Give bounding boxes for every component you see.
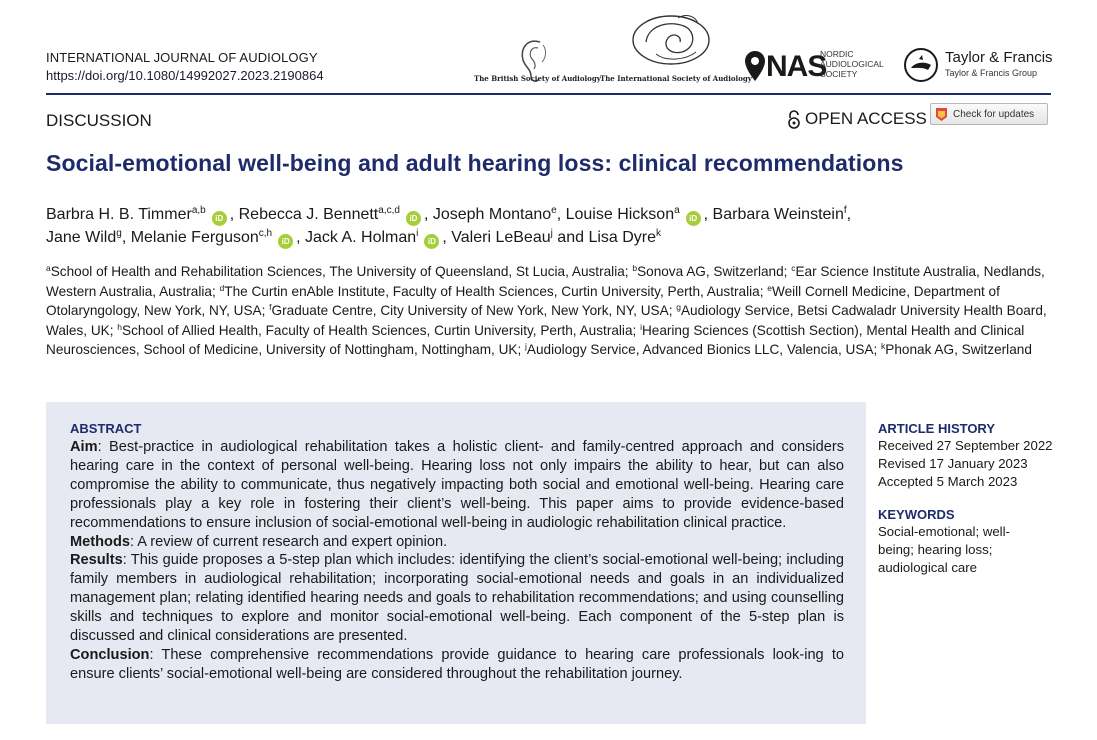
affiliation: $^k$Phonak AG, Switzerland <box>881 341 1032 357</box>
isa-logo <box>600 10 752 90</box>
bsa-caption: The British Society of Audiology <box>474 74 601 83</box>
affiliation: $^g$Audiology Service, Betsi Cadwaladr University Health Board, Wales, UK; <box>46 302 1047 338</box>
keywords <box>878 507 1058 577</box>
journal-name: INTERNATIONAL JOURNAL OF AUDIOLOGY <box>46 50 318 65</box>
abstract-results: Results: This guide proposes a 5-step plan which includes: identifying the client’s social-emotional well-being; including family members in audiological rehabilitation; incorporating social-emotional needs and goals in an individualized management plan; relating identified hearing needs and goals to rehabilitation recommendations; and using counselling skills and techniques to explore and monitor social-emotional well-being. Each component of the 5-step plan is discussed and clinical considerations are presented. <box>70 552 844 645</box>
abstract-methods: Methods: A review of current research and expert opinion. <box>70 533 448 550</box>
header-rule <box>46 93 1051 95</box>
abstract-aim: Aim: Best-practice in audiological rehabilitation takes a holistic client- and family-centred approach and considers hearing care in the context of personal well-being. Hearing loss not only impairs the ability to hear, but can also compromise the ability to communicate, thus negatively impacting both social and emotional well-being. Hearing care professionals play a key role in fostering their client’s well-being. This paper aims to provide evidence-based recommendations to ensure inclusion of social-emotional well-being in audiologic rehabilitation clinical practice. <box>70 439 844 531</box>
affiliation: $^c$Ear Science Institute Australia, Nedlands, Western Australia, Australia; <box>46 263 1045 299</box>
affiliation: $^i$Hearing Sciences (Scottish Section), Mental Health and Clinical Neurosciences, School of Medicine, University of Nottingham, Nottingham, UK; <box>46 321 1025 357</box>
article-title: Social-emotional well-being and adult hearing loss: clinical recommendations <box>46 150 904 176</box>
affiliation: $^d$The Curtin enAble Institute, Faculty of Health Sciences, Curtin University, Perth, Australia; <box>219 282 768 299</box>
author-9: Valeri LeBeau$^j$ <box>451 228 553 246</box>
author-5: Barbara Weinstein$^f$ <box>712 205 847 223</box>
affiliations <box>46 262 1056 360</box>
revised-date: Revised 17 January 2023 <box>878 456 1028 471</box>
keywords-line: being; hearing loss; <box>878 542 993 557</box>
accepted-date: Accepted 5 March 2023 <box>878 474 1018 489</box>
abstract-heading: ABSTRACT <box>70 421 142 436</box>
article-history-heading: ARTICLE HISTORY <box>878 421 996 436</box>
bsa-logo <box>474 10 601 90</box>
author-list: Barbra H. B. Timmer$^{a,b}$iD , Rebecca J. Bennett$^{a,c,d}$iD , Joseph Montano$^e$, Louise Hickson$^a$iD , Barbara Weinstein$^f$, Jane Wild$^g$, Melanie Ferguson$^{c,h}$iD , Jack A. Holman$^i$iD , Valeri LeBeau$^j$ and Lisa Dyre$^k$ <box>46 203 1056 249</box>
affiliation: $^b$Sonova AG, Switzerland; <box>632 263 792 279</box>
author-3: Joseph Montano$^e$ <box>432 205 557 223</box>
keywords-heading: KEYWORDS <box>878 507 955 522</box>
nas-pin-icon <box>744 50 766 82</box>
abstract-conclusion: Conclusion: These comprehensive recommendations provide guidance to hearing care professionals look-ing to ensure clients’ social-emotional well-being are considered throughout the rehabilitation journey. <box>70 646 844 682</box>
nas-logo <box>744 10 889 90</box>
tf-name: Taylor & Francis <box>945 49 1053 66</box>
tf-group: Taylor & Francis Group <box>945 68 1038 78</box>
affiliation: $^h$School of Allied Health, Faculty of Health Sciences, Curtin University, Perth, Australia; <box>117 321 641 338</box>
cochlea-icon <box>626 10 716 68</box>
open-access <box>787 109 927 129</box>
taylor-francis-icon <box>903 47 939 83</box>
affiliation: $^e$Weill Cornell Medicine, Department of Otolaryngology, New York, NY, USA; <box>46 282 1000 318</box>
author-4: Louise Hickson$^a$ <box>565 205 680 223</box>
nas-mark: NAS <box>766 50 827 83</box>
orcid-icon[interactable]: iD <box>686 211 701 226</box>
orcid-icon[interactable]: iD <box>406 211 421 226</box>
abstract-body <box>70 438 844 684</box>
taylor-francis-logo <box>903 10 1053 90</box>
author-8: Jack A. Holman$^i$ <box>305 228 419 246</box>
orcid-icon[interactable]: iD <box>424 234 439 249</box>
open-access-label: OPEN ACCESS <box>805 109 927 128</box>
author-6: Jane Wild$^g$ <box>46 228 122 246</box>
orcid-icon[interactable]: iD <box>212 211 227 226</box>
keywords-line: Social-emotional; well- <box>878 524 1010 539</box>
open-lock-icon <box>787 110 801 129</box>
author-7: Melanie Ferguson$^{c,h}$ <box>130 228 273 246</box>
doi-link[interactable]: https://doi.org/10.1080/14992027.2023.2190864 <box>46 68 324 83</box>
check-for-updates-label: Check for updates <box>953 108 1035 120</box>
affiliation: $^j$Audiology Service, Advanced Bionics LLC, Valencia, USA; <box>525 341 882 357</box>
nas-line-3: SOCIETY <box>820 69 858 79</box>
check-for-updates-button[interactable] <box>930 103 1048 125</box>
affiliation: $^a$School of Health and Rehabilitation Sciences, The University of Queensland, St Lucia, Australia; <box>46 263 633 279</box>
orcid-icon[interactable]: iD <box>278 234 293 249</box>
section-label: DISCUSSION <box>46 111 152 130</box>
author-10: Lisa Dyre$^k$ <box>588 228 662 246</box>
isa-caption: The International Society of Audiology <box>600 74 752 83</box>
author-2: Rebecca J. Bennett$^{a,c,d}$ <box>238 205 400 223</box>
keywords-line: audiological care <box>878 560 977 575</box>
crossmark-icon <box>935 107 948 122</box>
article-history <box>878 421 1058 491</box>
nas-line-2: AUDIOLOGICAL <box>820 59 884 69</box>
nas-line-1: NORDIC <box>820 49 854 59</box>
affiliation: $^f$Graduate Centre, City University of New York, New York, NY, USA; <box>269 302 677 318</box>
author-1: Barbra H. B. Timmer$^{a,b}$ <box>46 205 206 223</box>
received-date: Received 27 September 2022 <box>878 438 1053 453</box>
